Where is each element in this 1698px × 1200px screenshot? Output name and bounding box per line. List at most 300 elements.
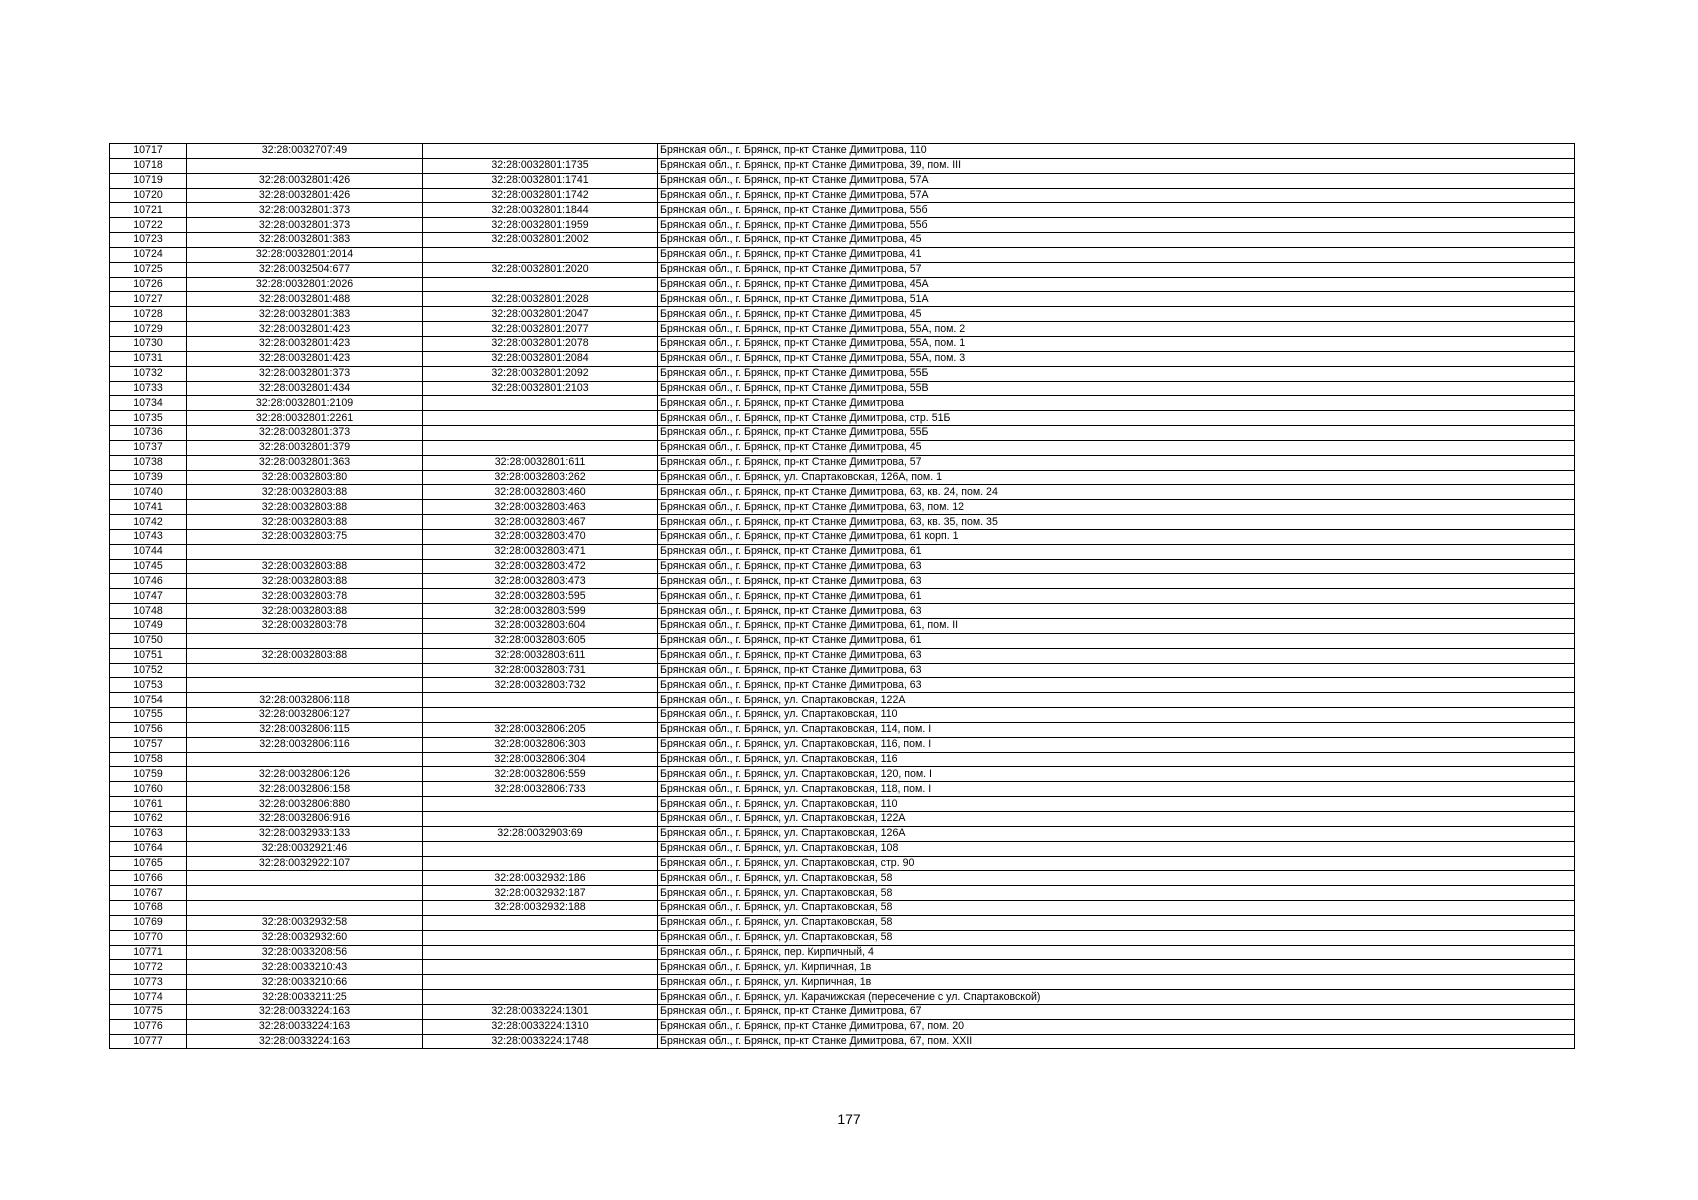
table-row <box>110 173 1575 188</box>
cadastral-number-cell: 32:28:0032801:426 <box>187 173 423 188</box>
table-row <box>110 767 1575 782</box>
row-number-cell: 10729 <box>110 322 187 337</box>
linked-cadastral-number-cell: 32:28:0032803:604 <box>423 619 658 634</box>
row-number-cell: 10736 <box>110 426 187 441</box>
cadastral-number-cell: 32:28:0033224:163 <box>187 1019 423 1034</box>
cadastral-number-cell <box>187 544 423 559</box>
linked-cadastral-number-cell: 32:28:0032801:1742 <box>423 188 658 203</box>
table-row <box>110 1019 1575 1034</box>
address-cell: Брянская обл., г. Брянск, пр-кт Станке Димитрова, 55Б <box>658 366 1575 381</box>
cadastral-number-cell: 32:28:0032803:88 <box>187 604 423 619</box>
linked-cadastral-number-cell <box>423 990 658 1005</box>
table-row <box>110 366 1575 381</box>
linked-cadastral-number-cell <box>423 930 658 945</box>
row-number-cell: 10751 <box>110 648 187 663</box>
cadastral-number-cell: 32:28:0032801:423 <box>187 351 423 366</box>
address-cell: Брянская обл., г. Брянск, пр-кт Станке Димитрова, 57А <box>658 188 1575 203</box>
cadastral-number-cell: 32:28:0032801:379 <box>187 440 423 455</box>
table-row <box>110 871 1575 886</box>
table-row <box>110 381 1575 396</box>
linked-cadastral-number-cell: 32:28:0032803:732 <box>423 678 658 693</box>
address-cell: Брянская обл., г. Брянск, пр-кт Станке Димитрова, 51А <box>658 292 1575 307</box>
cadastral-number-cell: 32:28:0032801:488 <box>187 292 423 307</box>
cadastral-number-cell <box>187 633 423 648</box>
linked-cadastral-number-cell: 32:28:0032932:187 <box>423 886 658 901</box>
table-row <box>110 500 1575 515</box>
cadastral-number-cell: 32:28:0032801:373 <box>187 426 423 441</box>
address-cell: Брянская обл., г. Брянск, ул. Спартаковская, 116, пом. I <box>658 737 1575 752</box>
cadastral-number-cell: 32:28:0032803:88 <box>187 515 423 530</box>
table-row <box>110 619 1575 634</box>
address-cell: Брянская обл., г. Брянск, пр-кт Станке Димитрова, 39, пом. III <box>658 158 1575 173</box>
cadastral-number-cell: 32:28:0032801:423 <box>187 322 423 337</box>
table-row <box>110 782 1575 797</box>
row-number-cell: 10723 <box>110 233 187 248</box>
cadastral-number-cell: 32:28:0032801:423 <box>187 336 423 351</box>
table-row <box>110 1004 1575 1019</box>
table-row <box>110 455 1575 470</box>
row-number-cell: 10759 <box>110 767 187 782</box>
row-number-cell: 10775 <box>110 1004 187 1019</box>
row-number-cell: 10750 <box>110 633 187 648</box>
table-row <box>110 529 1575 544</box>
cadastral-number-cell: 32:28:0032801:383 <box>187 233 423 248</box>
address-cell: Брянская обл., г. Брянск, ул. Спартаковская, 122А <box>658 693 1575 708</box>
linked-cadastral-number-cell: 32:28:0032801:2078 <box>423 336 658 351</box>
table-row <box>110 559 1575 574</box>
table-row <box>110 426 1575 441</box>
address-cell: Брянская обл., г. Брянск, пр-кт Станке Димитрова, 63 <box>658 574 1575 589</box>
linked-cadastral-number-cell: 32:28:0032803:470 <box>423 529 658 544</box>
cadastral-number-cell: 32:28:0032921:46 <box>187 841 423 856</box>
row-number-cell: 10739 <box>110 470 187 485</box>
cadastral-number-cell: 32:28:0032801:373 <box>187 218 423 233</box>
address-cell: Брянская обл., г. Брянск, пр-кт Станке Димитрова, 67 <box>658 1004 1575 1019</box>
linked-cadastral-number-cell: 32:28:0032932:186 <box>423 871 658 886</box>
linked-cadastral-number-cell <box>423 841 658 856</box>
linked-cadastral-number-cell: 32:28:0032801:2077 <box>423 322 658 337</box>
row-number-cell: 10725 <box>110 262 187 277</box>
row-number-cell: 10777 <box>110 1034 187 1049</box>
row-number-cell: 10755 <box>110 708 187 723</box>
linked-cadastral-number-cell: 32:28:0032801:2028 <box>423 292 658 307</box>
address-cell: Брянская обл., г. Брянск, ул. Спартаковская, 116 <box>658 752 1575 767</box>
address-cell: Брянская обл., г. Брянск, пр-кт Станке Димитрова, 55б <box>658 203 1575 218</box>
table-row <box>110 693 1575 708</box>
cadastral-number-cell: 32:28:0033211:25 <box>187 990 423 1005</box>
address-cell: Брянская обл., г. Брянск, пр-кт Станке Димитрова, 55А, пом. 2 <box>658 322 1575 337</box>
address-cell: Брянская обл., г. Брянск, пр-кт Станке Димитрова, 63 <box>658 648 1575 663</box>
address-cell: Брянская обл., г. Брянск, пр-кт Станке Димитрова, 57 <box>658 455 1575 470</box>
table-row <box>110 188 1575 203</box>
table-row <box>110 886 1575 901</box>
row-number-cell: 10734 <box>110 396 187 411</box>
cadastral-number-cell: 32:28:0032707:49 <box>187 144 423 159</box>
cadastral-number-cell: 32:28:0032803:88 <box>187 648 423 663</box>
linked-cadastral-number-cell: 32:28:0033224:1301 <box>423 1004 658 1019</box>
table-row <box>110 233 1575 248</box>
linked-cadastral-number-cell <box>423 708 658 723</box>
row-number-cell: 10761 <box>110 797 187 812</box>
cadastral-number-cell <box>187 871 423 886</box>
row-number-cell: 10776 <box>110 1019 187 1034</box>
row-number-cell: 10770 <box>110 930 187 945</box>
cadastral-number-cell <box>187 663 423 678</box>
row-number-cell: 10758 <box>110 752 187 767</box>
address-cell: Брянская обл., г. Брянск, ул. Карачижская (пересечение с ул. Спартаковской) <box>658 990 1575 1005</box>
row-number-cell: 10742 <box>110 515 187 530</box>
linked-cadastral-number-cell: 32:28:0032932:188 <box>423 901 658 916</box>
linked-cadastral-number-cell <box>423 440 658 455</box>
linked-cadastral-number-cell: 32:28:0032806:205 <box>423 722 658 737</box>
table-row <box>110 351 1575 366</box>
row-number-cell: 10752 <box>110 663 187 678</box>
linked-cadastral-number-cell: 32:28:0032801:1735 <box>423 158 658 173</box>
table-row <box>110 915 1575 930</box>
linked-cadastral-number-cell <box>423 915 658 930</box>
table-row <box>110 826 1575 841</box>
cadastral-number-cell: 32:28:0032801:2014 <box>187 247 423 262</box>
linked-cadastral-number-cell: 32:28:0032803:473 <box>423 574 658 589</box>
row-number-cell: 10764 <box>110 841 187 856</box>
address-cell: Брянская обл., г. Брянск, пр-кт Станке Димитрова, 57 <box>658 262 1575 277</box>
cadastral-number-cell: 32:28:0032806:116 <box>187 737 423 752</box>
row-number-cell: 10766 <box>110 871 187 886</box>
cadastral-number-cell: 32:28:0032932:58 <box>187 915 423 930</box>
row-number-cell: 10765 <box>110 856 187 871</box>
row-number-cell: 10720 <box>110 188 187 203</box>
cadastral-number-cell: 32:28:0032806:158 <box>187 782 423 797</box>
row-number-cell: 10721 <box>110 203 187 218</box>
linked-cadastral-number-cell: 32:28:0033224:1748 <box>423 1034 658 1049</box>
address-cell: Брянская обл., г. Брянск, пр-кт Станке Димитрова, 63 <box>658 663 1575 678</box>
row-number-cell: 10760 <box>110 782 187 797</box>
row-number-cell: 10732 <box>110 366 187 381</box>
row-number-cell: 10773 <box>110 975 187 990</box>
row-number-cell: 10733 <box>110 381 187 396</box>
row-number-cell: 10737 <box>110 440 187 455</box>
table-row <box>110 515 1575 530</box>
row-number-cell: 10727 <box>110 292 187 307</box>
page-number: 177 <box>837 1111 861 1127</box>
row-number-cell: 10726 <box>110 277 187 292</box>
linked-cadastral-number-cell: 32:28:0032801:2103 <box>423 381 658 396</box>
linked-cadastral-number-cell: 32:28:0032801:2020 <box>423 262 658 277</box>
table-row <box>110 411 1575 426</box>
cadastral-number-cell <box>187 886 423 901</box>
row-number-cell: 10762 <box>110 811 187 826</box>
linked-cadastral-number-cell: 32:28:0032803:467 <box>423 515 658 530</box>
address-cell: Брянская обл., г. Брянск, пр-кт Станке Димитрова, 55В <box>658 381 1575 396</box>
table-row <box>110 277 1575 292</box>
table-row <box>110 960 1575 975</box>
cadastral-number-cell <box>187 752 423 767</box>
table-row <box>110 144 1575 159</box>
cadastral-number-cell: 32:28:0032806:115 <box>187 722 423 737</box>
linked-cadastral-number-cell: 32:28:0032806:733 <box>423 782 658 797</box>
linked-cadastral-number-cell: 32:28:0032801:2084 <box>423 351 658 366</box>
cadastral-number-cell: 32:28:0032801:363 <box>187 455 423 470</box>
row-number-cell: 10772 <box>110 960 187 975</box>
linked-cadastral-number-cell <box>423 396 658 411</box>
address-cell: Брянская обл., г. Брянск, пр-кт Станке Димитрова, 63 <box>658 678 1575 693</box>
table-row <box>110 722 1575 737</box>
linked-cadastral-number-cell <box>423 856 658 871</box>
address-cell: Брянская обл., г. Брянск, пр-кт Станке Димитрова, 45 <box>658 233 1575 248</box>
table-row <box>110 203 1575 218</box>
table-row <box>110 752 1575 767</box>
row-number-cell: 10746 <box>110 574 187 589</box>
linked-cadastral-number-cell <box>423 960 658 975</box>
address-cell: Брянская обл., г. Брянск, ул. Спартаковская, 126А <box>658 826 1575 841</box>
cadastral-number-cell: 32:28:0032801:373 <box>187 203 423 218</box>
cadastral-number-cell: 32:28:0033210:66 <box>187 975 423 990</box>
table-row <box>110 841 1575 856</box>
row-number-cell: 10724 <box>110 247 187 262</box>
cadastral-number-cell: 32:28:0032801:2026 <box>187 277 423 292</box>
cadastral-number-cell: 32:28:0032801:2261 <box>187 411 423 426</box>
address-cell: Брянская обл., г. Брянск, ул. Спартаковская, 108 <box>658 841 1575 856</box>
address-cell: Брянская обл., г. Брянск, ул. Спартаковская, стр. 90 <box>658 856 1575 871</box>
table-row <box>110 811 1575 826</box>
property-table <box>109 143 1575 1049</box>
address-cell: Брянская обл., г. Брянск, пр-кт Станке Димитрова, 57А <box>658 173 1575 188</box>
linked-cadastral-number-cell <box>423 426 658 441</box>
row-number-cell: 10753 <box>110 678 187 693</box>
table-row <box>110 218 1575 233</box>
cadastral-number-cell: 32:28:0032803:78 <box>187 589 423 604</box>
address-cell: Брянская обл., г. Брянск, пр-кт Станке Димитрова, 63, кв. 35, пом. 35 <box>658 515 1575 530</box>
linked-cadastral-number-cell: 32:28:0032803:611 <box>423 648 658 663</box>
cadastral-number-cell: 32:28:0032803:88 <box>187 500 423 515</box>
cadastral-number-cell: 32:28:0032803:80 <box>187 470 423 485</box>
address-cell: Брянская обл., г. Брянск, пр-кт Станке Димитрова, 67, пом. XXII <box>658 1034 1575 1049</box>
row-number-cell: 10768 <box>110 901 187 916</box>
table-row <box>110 990 1575 1005</box>
address-cell: Брянская обл., г. Брянск, пер. Кирпичный, 4 <box>658 945 1575 960</box>
table-row <box>110 292 1575 307</box>
linked-cadastral-number-cell: 32:28:0032803:463 <box>423 500 658 515</box>
linked-cadastral-number-cell <box>423 277 658 292</box>
cadastral-number-cell: 32:28:0032803:78 <box>187 619 423 634</box>
cadastral-number-cell: 32:28:0032803:88 <box>187 485 423 500</box>
linked-cadastral-number-cell: 32:28:0032803:599 <box>423 604 658 619</box>
linked-cadastral-number-cell <box>423 411 658 426</box>
address-cell: Брянская обл., г. Брянск, пр-кт Станке Димитрова, 45 <box>658 307 1575 322</box>
address-cell: Брянская обл., г. Брянск, пр-кт Станке Димитрова, 45 <box>658 440 1575 455</box>
address-cell: Брянская обл., г. Брянск, пр-кт Станке Димитрова, 61, пом. II <box>658 619 1575 634</box>
table-row <box>110 589 1575 604</box>
address-cell: Брянская обл., г. Брянск, пр-кт Станке Димитрова, 55А, пом. 1 <box>658 336 1575 351</box>
linked-cadastral-number-cell <box>423 693 658 708</box>
linked-cadastral-number-cell <box>423 945 658 960</box>
row-number-cell: 10757 <box>110 737 187 752</box>
row-number-cell: 10717 <box>110 144 187 159</box>
address-cell: Брянская обл., г. Брянск, ул. Спартаковская, 122А <box>658 811 1575 826</box>
address-cell: Брянская обл., г. Брянск, пр-кт Станке Димитрова, 45А <box>658 277 1575 292</box>
cadastral-number-cell: 32:28:0033224:163 <box>187 1004 423 1019</box>
table-row <box>110 440 1575 455</box>
table-row <box>110 574 1575 589</box>
cadastral-number-cell: 32:28:0032801:434 <box>187 381 423 396</box>
cadastral-number-cell: 32:28:0032803:75 <box>187 529 423 544</box>
linked-cadastral-number-cell <box>423 811 658 826</box>
address-cell: Брянская обл., г. Брянск, пр-кт Станке Димитрова, 67, пом. 20 <box>658 1019 1575 1034</box>
table-row <box>110 797 1575 812</box>
row-number-cell: 10740 <box>110 485 187 500</box>
table-row <box>110 648 1575 663</box>
row-number-cell: 10728 <box>110 307 187 322</box>
linked-cadastral-number-cell: 32:28:0032806:559 <box>423 767 658 782</box>
address-cell: Брянская обл., г. Брянск, пр-кт Станке Димитрова, 63 <box>658 559 1575 574</box>
row-number-cell: 10767 <box>110 886 187 901</box>
address-cell: Брянская обл., г. Брянск, ул. Спартаковская, 118, пом. I <box>658 782 1575 797</box>
cadastral-number-cell: 32:28:0032803:88 <box>187 574 423 589</box>
row-number-cell: 10722 <box>110 218 187 233</box>
row-number-cell: 10718 <box>110 158 187 173</box>
linked-cadastral-number-cell: 32:28:0033224:1310 <box>423 1019 658 1034</box>
table-row <box>110 396 1575 411</box>
cadastral-number-cell <box>187 158 423 173</box>
address-cell: Брянская обл., г. Брянск, ул. Спартаковская, 58 <box>658 915 1575 930</box>
linked-cadastral-number-cell <box>423 797 658 812</box>
table-row <box>110 604 1575 619</box>
table-row <box>110 663 1575 678</box>
linked-cadastral-number-cell: 32:28:0032801:2002 <box>423 233 658 248</box>
table-row <box>110 158 1575 173</box>
table-row <box>110 247 1575 262</box>
row-number-cell: 10763 <box>110 826 187 841</box>
address-cell: Брянская обл., г. Брянск, пр-кт Станке Димитрова, 61 <box>658 544 1575 559</box>
table-row <box>110 945 1575 960</box>
address-cell: Брянская обл., г. Брянск, пр-кт Станке Димитрова, 55Б <box>658 426 1575 441</box>
table-row <box>110 856 1575 871</box>
row-number-cell: 10735 <box>110 411 187 426</box>
cadastral-number-cell: 32:28:0032504:677 <box>187 262 423 277</box>
table-row <box>110 485 1575 500</box>
row-number-cell: 10754 <box>110 693 187 708</box>
cadastral-number-cell: 32:28:0032922:107 <box>187 856 423 871</box>
table-row <box>110 307 1575 322</box>
address-cell: Брянская обл., г. Брянск, пр-кт Станке Димитрова, 55А, пом. 3 <box>658 351 1575 366</box>
cadastral-number-cell: 32:28:0032806:880 <box>187 797 423 812</box>
address-cell: Брянская обл., г. Брянск, ул. Кирпичная, 1в <box>658 960 1575 975</box>
row-number-cell: 10730 <box>110 336 187 351</box>
row-number-cell: 10771 <box>110 945 187 960</box>
row-number-cell: 10741 <box>110 500 187 515</box>
cadastral-number-cell: 32:28:0033210:43 <box>187 960 423 975</box>
cadastral-number-cell: 32:28:0032801:426 <box>187 188 423 203</box>
row-number-cell: 10745 <box>110 559 187 574</box>
address-cell: Брянская обл., г. Брянск, пр-кт Станке Димитрова, 63 <box>658 604 1575 619</box>
table-row <box>110 678 1575 693</box>
table-row <box>110 930 1575 945</box>
linked-cadastral-number-cell: 32:28:0032803:595 <box>423 589 658 604</box>
linked-cadastral-number-cell: 32:28:0032803:262 <box>423 470 658 485</box>
linked-cadastral-number-cell <box>423 975 658 990</box>
cadastral-number-cell: 32:28:0032806:127 <box>187 708 423 723</box>
table-row <box>110 262 1575 277</box>
row-number-cell: 10743 <box>110 529 187 544</box>
table-row <box>110 975 1575 990</box>
cadastral-number-cell: 32:28:0032806:118 <box>187 693 423 708</box>
address-cell: Брянская обл., г. Брянск, пр-кт Станке Димитрова, 41 <box>658 247 1575 262</box>
address-cell: Брянская обл., г. Брянск, пр-кт Станке Димитрова <box>658 396 1575 411</box>
linked-cadastral-number-cell: 32:28:0032903:69 <box>423 826 658 841</box>
cadastral-number-cell: 32:28:0032801:383 <box>187 307 423 322</box>
linked-cadastral-number-cell: 32:28:0032803:460 <box>423 485 658 500</box>
address-cell: Брянская обл., г. Брянск, пр-кт Станке Димитрова, 61 <box>658 589 1575 604</box>
address-cell: Брянская обл., г. Брянск, ул. Спартаковская, 58 <box>658 886 1575 901</box>
address-cell: Брянская обл., г. Брянск, пр-кт Станке Димитрова, 63, кв. 24, пом. 24 <box>658 485 1575 500</box>
address-cell: Брянская обл., г. Брянск, ул. Спартаковская, 110 <box>658 797 1575 812</box>
cadastral-number-cell: 32:28:0032801:2109 <box>187 396 423 411</box>
row-number-cell: 10738 <box>110 455 187 470</box>
table-row <box>110 544 1575 559</box>
linked-cadastral-number-cell <box>423 247 658 262</box>
row-number-cell: 10769 <box>110 915 187 930</box>
table-row <box>110 336 1575 351</box>
linked-cadastral-number-cell: 32:28:0032803:472 <box>423 559 658 574</box>
table-row <box>110 737 1575 752</box>
cadastral-number-cell: 32:28:0032933:133 <box>187 826 423 841</box>
linked-cadastral-number-cell: 32:28:0032801:1844 <box>423 203 658 218</box>
address-cell: Брянская обл., г. Брянск, ул. Спартаковская, 58 <box>658 871 1575 886</box>
cadastral-number-cell: 32:28:0032803:88 <box>187 559 423 574</box>
address-cell: Брянская обл., г. Брянск, ул. Спартаковская, 58 <box>658 901 1575 916</box>
linked-cadastral-number-cell: 32:28:0032801:1741 <box>423 173 658 188</box>
address-cell: Брянская обл., г. Брянск, ул. Кирпичная, 1в <box>658 975 1575 990</box>
linked-cadastral-number-cell: 32:28:0032803:731 <box>423 663 658 678</box>
row-number-cell: 10756 <box>110 722 187 737</box>
table-row <box>110 322 1575 337</box>
table-row <box>110 633 1575 648</box>
table-row <box>110 470 1575 485</box>
row-number-cell: 10747 <box>110 589 187 604</box>
cadastral-number-cell: 32:28:0032801:373 <box>187 366 423 381</box>
address-cell: Брянская обл., г. Брянск, пр-кт Станке Димитрова, 61 корп. 1 <box>658 529 1575 544</box>
address-cell: Брянская обл., г. Брянск, пр-кт Станке Димитрова, 55б <box>658 218 1575 233</box>
row-number-cell: 10731 <box>110 351 187 366</box>
address-cell: Брянская обл., г. Брянск, пр-кт Станке Димитрова, 110 <box>658 144 1575 159</box>
table-row <box>110 708 1575 723</box>
linked-cadastral-number-cell: 32:28:0032801:611 <box>423 455 658 470</box>
cadastral-number-cell <box>187 678 423 693</box>
table-row <box>110 1034 1575 1049</box>
address-cell: Брянская обл., г. Брянск, ул. Спартаковская, 114, пом. I <box>658 722 1575 737</box>
cadastral-number-cell: 32:28:0033208:56 <box>187 945 423 960</box>
cadastral-number-cell: 32:28:0032806:126 <box>187 767 423 782</box>
cadastral-number-cell: 32:28:0032932:60 <box>187 930 423 945</box>
row-number-cell: 10774 <box>110 990 187 1005</box>
linked-cadastral-number-cell <box>423 144 658 159</box>
address-cell: Брянская обл., г. Брянск, ул. Спартаковская, 120, пом. I <box>658 767 1575 782</box>
address-cell: Брянская обл., г. Брянск, пр-кт Станке Димитрова, 61 <box>658 633 1575 648</box>
table-body <box>110 144 1575 1049</box>
cadastral-number-cell: 32:28:0033224:163 <box>187 1034 423 1049</box>
linked-cadastral-number-cell: 32:28:0032801:2092 <box>423 366 658 381</box>
row-number-cell: 10749 <box>110 619 187 634</box>
linked-cadastral-number-cell: 32:28:0032806:304 <box>423 752 658 767</box>
address-cell: Брянская обл., г. Брянск, ул. Спартаковская, 126А, пом. 1 <box>658 470 1575 485</box>
row-number-cell: 10748 <box>110 604 187 619</box>
linked-cadastral-number-cell: 32:28:0032803:471 <box>423 544 658 559</box>
linked-cadastral-number-cell: 32:28:0032803:605 <box>423 633 658 648</box>
row-number-cell: 10719 <box>110 173 187 188</box>
cadastral-number-cell: 32:28:0032806:916 <box>187 811 423 826</box>
cadastral-number-cell <box>187 901 423 916</box>
linked-cadastral-number-cell: 32:28:0032806:303 <box>423 737 658 752</box>
